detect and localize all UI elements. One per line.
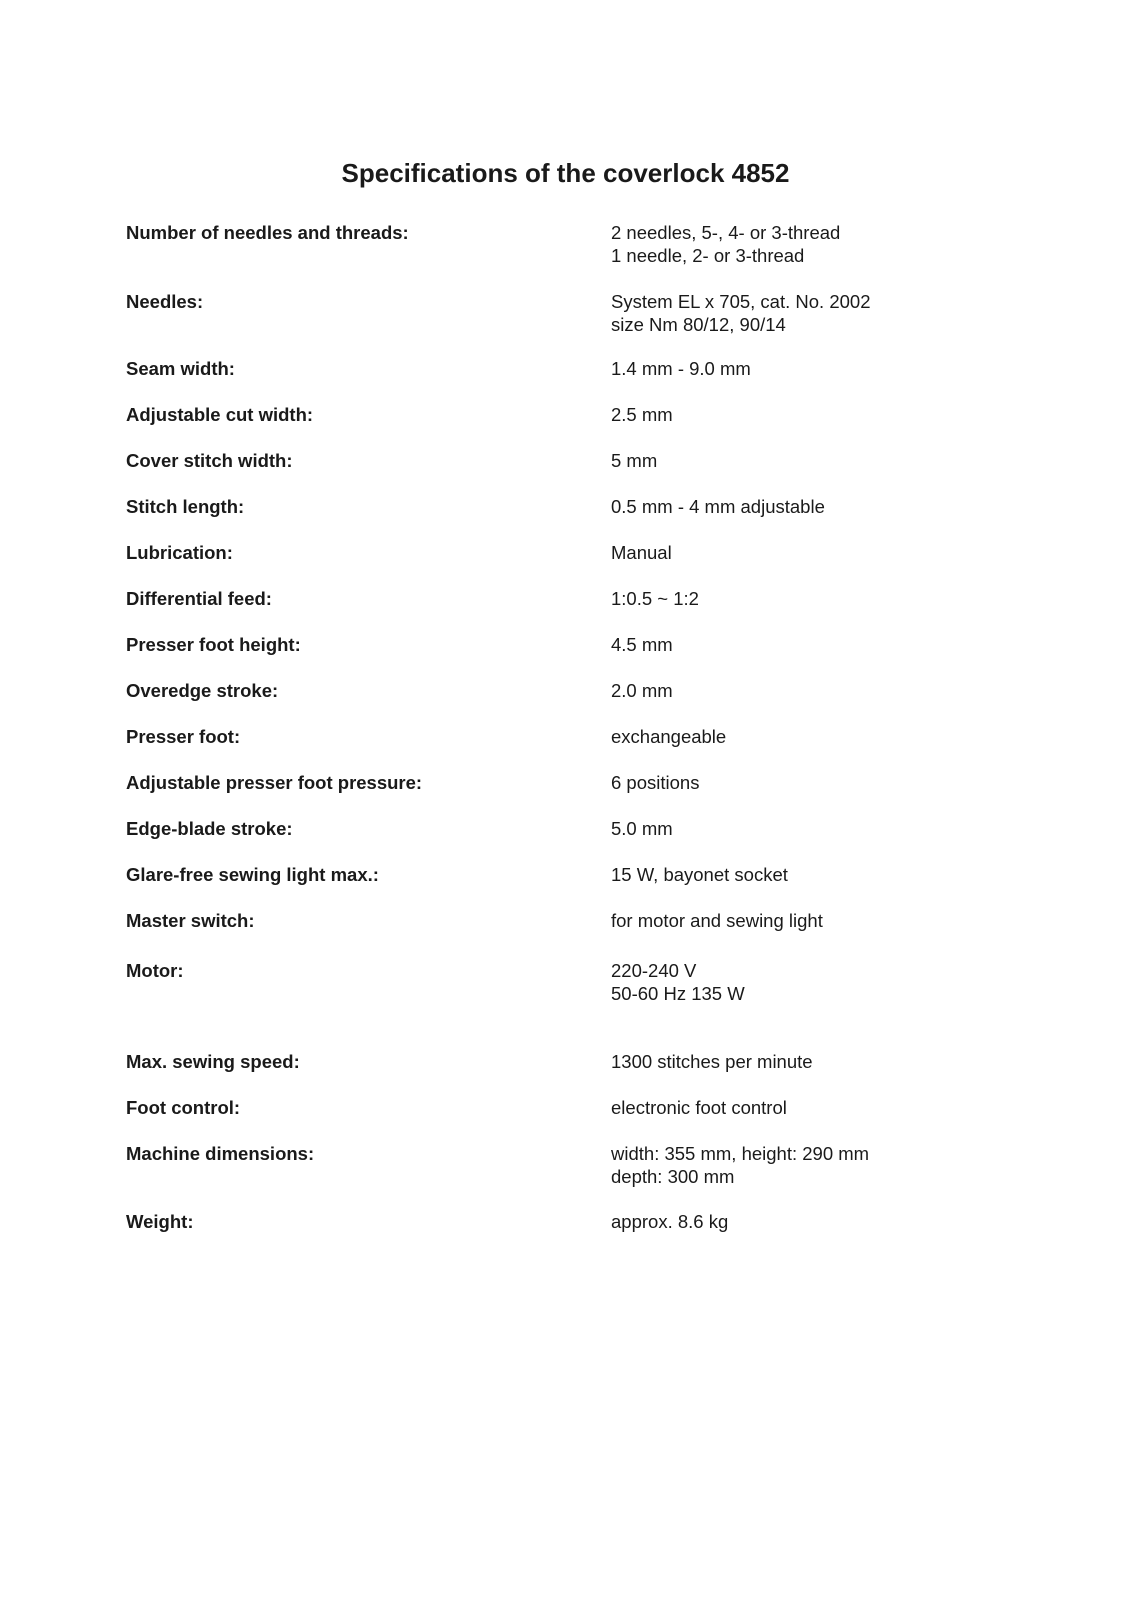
spec-value-line: electronic foot control bbox=[611, 1097, 787, 1118]
spec-value bbox=[611, 1142, 869, 1188]
spec-value-line: 4.5 mm bbox=[611, 634, 673, 655]
spec-value bbox=[611, 725, 726, 748]
spec-label: Adjustable cut width: bbox=[126, 404, 314, 425]
spec-value-line: 50-60 Hz 135 W bbox=[611, 983, 745, 1004]
spec-value-line: 2.5 mm bbox=[611, 404, 673, 425]
spec-value bbox=[611, 495, 825, 518]
spec-value-line: System EL x 705, cat. No. 2002 bbox=[611, 291, 871, 312]
spec-label: Machine dimensions: bbox=[126, 1143, 315, 1164]
spec-value-line: Manual bbox=[611, 542, 672, 563]
spec-label: Stitch length: bbox=[126, 496, 245, 517]
spec-label: Presser foot: bbox=[126, 726, 241, 747]
spec-value bbox=[611, 221, 840, 267]
spec-label: Needles: bbox=[126, 291, 204, 312]
spec-value bbox=[611, 290, 870, 336]
spec-value bbox=[611, 1210, 728, 1233]
spec-value-line: 1.4 mm - 9.0 mm bbox=[611, 358, 751, 379]
spec-value bbox=[611, 909, 823, 932]
spec-value bbox=[611, 449, 657, 472]
spec-value-line: size Nm 80/12, 90/14 bbox=[611, 314, 786, 335]
spec-label: Overedge stroke: bbox=[126, 680, 279, 701]
spec-value-line: depth: 300 mm bbox=[611, 1166, 735, 1187]
spec-value-line: width: 355 mm, height: 290 mm bbox=[611, 1143, 870, 1164]
spec-label: Motor: bbox=[126, 960, 184, 981]
spec-value-line: 220-240 V bbox=[611, 960, 697, 981]
spec-value bbox=[611, 817, 673, 840]
spec-label: Adjustable presser foot pressure: bbox=[126, 772, 423, 793]
spec-label: Cover stitch width: bbox=[126, 450, 293, 471]
spec-value-line: 15 W, bayonet socket bbox=[611, 864, 788, 885]
spec-value bbox=[611, 959, 745, 1005]
spec-value-line: 5.0 mm bbox=[611, 818, 673, 839]
spec-label: Presser foot height: bbox=[126, 634, 301, 655]
spec-value bbox=[611, 771, 699, 794]
spec-value bbox=[611, 633, 673, 656]
spec-value-line: 1:0.5 ~ 1:2 bbox=[611, 588, 699, 609]
spec-value-line: 6 positions bbox=[611, 772, 700, 793]
spec-label: Master switch: bbox=[126, 910, 255, 931]
spec-value bbox=[611, 863, 788, 886]
spec-label: Number of needles and threads: bbox=[126, 222, 409, 243]
spec-value-line: 2.0 mm bbox=[611, 680, 673, 701]
spec-label: Glare-free sewing light max.: bbox=[126, 864, 379, 885]
spec-value-line: 1300 stitches per minute bbox=[611, 1051, 813, 1072]
spec-value bbox=[611, 541, 672, 564]
spec-value-line: 5 mm bbox=[611, 450, 658, 471]
spec-value bbox=[611, 357, 751, 380]
spec-label: Weight: bbox=[126, 1211, 194, 1232]
spec-value-line: 1 needle, 2- or 3-thread bbox=[611, 245, 805, 266]
spec-value-line: 2 needles, 5-, 4- or 3-thread bbox=[611, 222, 841, 243]
spec-value bbox=[611, 679, 673, 702]
spec-value-line: for motor and sewing light bbox=[611, 910, 823, 931]
spec-label: Lubrication: bbox=[126, 542, 233, 563]
spec-label: Foot control: bbox=[126, 1097, 241, 1118]
spec-label: Seam width: bbox=[126, 358, 235, 379]
spec-label: Edge-blade stroke: bbox=[126, 818, 293, 839]
spec-value bbox=[611, 403, 673, 426]
spec-label: Differential feed: bbox=[126, 588, 272, 609]
spec-value-line: 0.5 mm - 4 mm adjustable bbox=[611, 496, 825, 517]
spec-value bbox=[611, 1096, 787, 1119]
spec-value bbox=[611, 1050, 813, 1073]
spec-value-line: exchangeable bbox=[611, 726, 727, 747]
page-title: Specifications of the coverlock 4852 bbox=[341, 158, 790, 188]
spec-value bbox=[611, 587, 699, 610]
spec-value-line: approx. 8.6 kg bbox=[611, 1211, 729, 1232]
spec-label: Max. sewing speed: bbox=[126, 1051, 300, 1072]
